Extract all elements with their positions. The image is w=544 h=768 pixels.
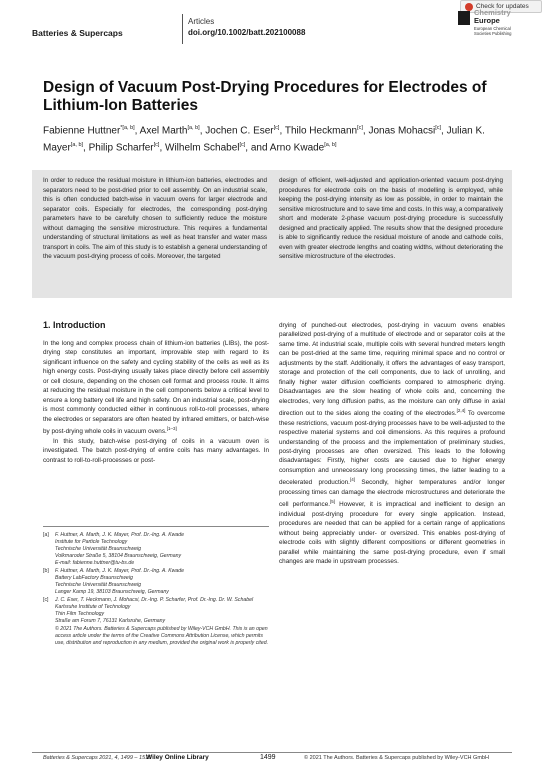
author-name[interactable]: Jochen C. Eser — [205, 125, 274, 137]
author-affiliation-mark: [c] — [357, 125, 363, 131]
footnote-line: F. Huttner, A. Marth, J. K. Mayer, Prof. Dr.-Ing. A. Kwade — [55, 532, 185, 538]
footnote-line: Technische Universität Braunschweig — [55, 546, 142, 552]
right-text-d: However, it is impractical and inefficient to design an individual post-drying procedure for every single application. Instead, procedures are needed that can be applied for a certain range of applications without being appreciably under- or oversized. This enables post-drying of electrode coils with slightly different compositions or different geometries in parallel while maintaining the same post-drying procedure, even if small changes are made in upstream processes. — [279, 501, 506, 566]
footer-citation: Batteries & Supercaps 2021, 4, 1499 – 1515 — [43, 755, 152, 761]
body-left-column — [43, 339, 269, 465]
journal-name: Batteries & Supercaps — [32, 28, 123, 38]
footnote-mark: [c] — [43, 597, 49, 603]
footnote-text — [55, 626, 269, 647]
footnote-text — [55, 568, 269, 596]
page-number: 1499 — [260, 754, 276, 761]
check-updates-icon — [465, 3, 473, 11]
publisher-subtitle — [474, 26, 511, 36]
footnote-line: Volkmaroder Straße 5, 38104 Braunschweig, Germany — [55, 553, 182, 559]
author-name[interactable]: Jonas Mohacsi — [368, 125, 436, 137]
author-name[interactable]: Philip Scharfer — [88, 142, 154, 154]
body-right-column — [279, 321, 505, 567]
footer-copyright: © 2021 The Authors. Batteries & Supercaps published by Wiley-VCH GmbH — [304, 755, 489, 761]
ref-1-3[interactable]: [1–3] — [166, 426, 177, 432]
publisher-logo-text — [474, 9, 511, 25]
author-name[interactable]: Wilhelm Schabel — [165, 142, 240, 154]
author-affiliation-mark: [a, b] — [324, 142, 337, 149]
section-label: Articles — [188, 17, 215, 26]
footnote-line: Institute for Particle Technology — [55, 539, 128, 545]
footnote-mark — [43, 626, 55, 647]
logo-sub-1: European Chemical — [474, 26, 511, 31]
footer-divider — [32, 752, 512, 753]
author-affiliation-mark: [c] — [435, 125, 441, 131]
ref-5[interactable]: [5] — [330, 499, 336, 505]
check-updates-label: Check for updates — [476, 3, 529, 10]
logo-line-2: Europe — [474, 16, 500, 25]
right-text-b: To overcome these restrictions, vacuum post-drying processes have to be well-adjusted to the respective material systems and coil dimensions. As this requires a profound understanding of the process and the implementation of preliminary studies, post-drying processes are often oversized. This leads to the following disadvantages: Firstly, higher costs are caused due to higher energy consumption and unnecessary long processing times, the latter leading to a decelerated production. — [279, 410, 506, 487]
author-name[interactable]: Axel Marth — [139, 125, 188, 137]
chemistry-europe-logo-icon — [458, 11, 470, 25]
footnote-text — [55, 597, 269, 625]
ref-2-4[interactable]: [2,4] — [456, 408, 466, 414]
section-heading-introduction: 1. Introduction — [43, 320, 106, 330]
footnote-item — [43, 626, 269, 647]
right-text-a: drying of punched-out electrodes, post-drying in vacuum ovens enables parallelized post-drying of a multitude of electrode and or separator coils at the same time. At industrial scale, multiple coils with several hundred meters length can be post-dried at the same time, requiring minimal space and no control or adjustments by the staff. Additionally, it offers the advantages of easy transport, storage and protection of the cell components, due to lack of unrolling, and finally higher water diffusion coefficients compared to atmospheric drying. Disadvantages are the slow heating of whole coils and, concerning the electrodes, very long diffusion paths, as the moisture can only diffuse in axial direction out to the sides along the coating of the electrodes. — [279, 322, 505, 418]
intro-p1-text: In the long and complex process chain of lithium-ion batteries (LIBs), the post-drying step constitutes an important, improvable step with regard to its significant influence on the safety and cycling stability of the cells as well as its high energy costs. Post-drying usually takes place directly before cell assembly or cell closure, depending on the chosen cell format and process route. It aims at reducing the residual moisture in the cell components below a critical level to ensure a long battery cell life and high safety. On an industrial scale, post-drying is most commonly conducted either in continuous roll-to-roll processes, where the electrodes or separators are often heated by infrared emitters, or batch-wise by post-drying whole coils in vacuum ovens. — [43, 340, 269, 436]
footnote-text — [55, 532, 269, 567]
header-divider — [182, 14, 183, 44]
ref-4[interactable]: [4] — [349, 477, 355, 483]
doi-link[interactable]: doi.org/10.1002/batt.202100088 — [188, 28, 306, 37]
author-name[interactable]: and Arno Kwade — [250, 142, 325, 154]
abstract-left: In order to reduce the residual moisture in lithium-ion batteries, electrodes and separators need to be post-dried prior to cell assembly. On an industrial scale, this is often conducted batch-wise in vacuum ovens for larger electrode and separator coils. Especially for electrodes, the corresponding post-drying parameters have to be carefully chosen to sufficiently reduce the moisture without damaging the sensitive microstructure. This requires a fundamental understanding of structural limitations as well as heat transfer and water mass transport in coils. The aim of this study is to establish a general understanding of the vacuum post-drying process of coils. Moreover, the targeted — [43, 177, 267, 260]
author-affiliation-mark: [c] — [153, 142, 160, 149]
intro-paragraph-2: In this study, batch-wise post-drying of coils in a vacuum oven is investigated. The batch post-drying of entire coils has many advantages. In contrast to roll-to-roll-processes or post- — [43, 437, 269, 464]
article-title: Design of Vacuum Post-Drying Procedures for Electrodes of Lithium-Ion Batteries — [43, 79, 487, 114]
footnote-item — [43, 532, 269, 567]
abstract-right: design of efficient, well-adjusted and application-oriented vacuum post-drying procedures for electrode coils on the basis of modelling is employed, while keeping the post-drying intensity as low as possible, in order to maintain the sensitive microstructure and to save time and costs. In this way, a comparatively short and moderate 2-phase vacuum post-drying procedure is successfully designed and practically applied. The results show that the designed procedure is able to significantly reduce the residual moisture of anode and cathode coils, even with greater electrode lengths and coating widths, without deteriorating the sensitive microstructure of the electrodes. — [279, 177, 503, 260]
right-text-c: Secondly, higher temperatures and/or longer processing times can damage the electrode microstructures and deteriorate the cell performance. — [279, 479, 505, 509]
footnote-line: Karlsruhe Institute of Technology — [55, 604, 131, 610]
author-affiliation-mark: [c] — [239, 142, 246, 149]
footnote-line: E-mail: fabienne.huttner@tu-bs.de — [55, 560, 135, 566]
footnote-line: Technische Universität Braunschweig — [55, 582, 142, 588]
author-list: Fabienne Huttner$^{*[a, b]}$, Axel Marth[a, b], Jochen C. Eser[c], Thilo Heckmann[c], Jonas Mohacsi[c], Julian K. Mayer[a, b], Philip Scharfer[c], Wilhelm Schabel[c], and Arno Kwade[a, b] — [43, 125, 485, 154]
author-name[interactable]: Thilo Heckmann — [284, 125, 358, 137]
footnote-item — [43, 597, 269, 625]
footnote-item — [43, 568, 269, 596]
logo-line-1: Chemistry — [474, 8, 511, 17]
wiley-online-library-link[interactable]: Wiley Online Library — [146, 754, 209, 761]
intro-paragraph-1 — [43, 339, 269, 437]
footnote-line: Langer Kamp 19, 38103 Braunschweig, Germany — [55, 589, 169, 595]
footnote-mark: [b] — [43, 568, 49, 574]
author-name[interactable]: Julian K. Mayer — [43, 125, 485, 154]
footnote-line: © 2021 The Authors. Batteries & Supercaps published by Wiley-VCH GmbH. This is an open access article under the terms of the Creative Commons Attribution License, which permits use, distribution and reproduction in any medium, provided the original work is properly cited. — [55, 626, 269, 646]
footnote-line: Thin Film Technology — [55, 611, 105, 617]
footnote-line: Straße am Forum 7, 76131 Karlsruhe, Germany — [55, 618, 166, 624]
right-column-paragraph — [279, 321, 505, 567]
author-affiliation-mark: [a, b] — [70, 142, 84, 149]
footnote-line: Battery LabFactory Braunschweig — [55, 575, 133, 581]
affiliation-footnotes — [43, 532, 269, 648]
author-affiliation-mark: *[a, b] — [120, 125, 135, 131]
logo-sub-2: Societies Publishing — [474, 31, 512, 36]
footnote-mark: [a] — [43, 532, 49, 538]
footnote-line: J. C. Eser, T. Heckmann, J. Mohacsi, Dr.-Ing. P. Scharfer, Prof. Dr.-Ing. Dr. W. Schabel — [55, 597, 254, 603]
footnote-divider — [43, 526, 269, 527]
author-affiliation-mark: [c] — [273, 125, 280, 131]
footnote-line: F. Huttner, A. Marth, J. K. Mayer, Prof. Dr.-Ing. A. Kwade — [55, 568, 185, 574]
author-affiliation-mark: [a, b] — [187, 125, 200, 131]
author-name[interactable]: Fabienne Huttner — [43, 125, 121, 137]
